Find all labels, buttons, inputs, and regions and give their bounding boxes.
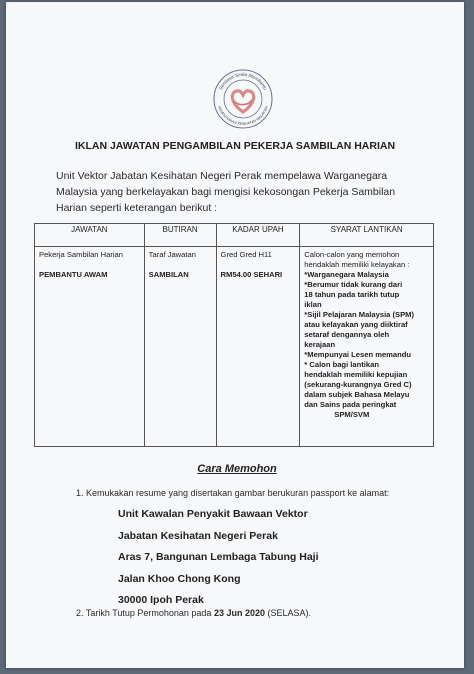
closing-date-suffix: (SELASA).	[264, 608, 311, 618]
closing-date-prefix: 2. Tarikh Tutup Permohonan pada	[76, 608, 214, 618]
jawatan-type: Pekerja Sambilan Harian	[39, 250, 123, 259]
syarat-line: * Calon bagi lantikan	[304, 360, 379, 369]
header-syarat-lantikan: SYARAT LANTIKAN	[300, 224, 434, 247]
address-line: Aras 7, Bangunan Lembaga Tabung Haji	[118, 551, 319, 563]
syarat-line: *Berumur tidak kurang dari	[304, 280, 403, 289]
intro-line: Harian seperti keterangan berikut :	[56, 202, 218, 214]
address-block	[118, 504, 319, 612]
syarat-line: SPM/SVM	[334, 410, 370, 419]
job-table	[34, 223, 434, 447]
syarat-line: *Warganegara Malaysia	[304, 270, 389, 279]
table-row	[35, 247, 434, 447]
address-line: Jabatan Kesihatan Negeri Perak	[118, 529, 278, 542]
header-kadar-upah: KADAR UPAH	[216, 224, 300, 247]
syarat-line: Calon-calon yang memohon	[304, 250, 400, 259]
table-header-row	[35, 224, 434, 247]
svg-text:Sentiasa Sedia Membantu	[218, 72, 268, 91]
syarat-line: 18 tahun pada tarikh tutup	[304, 290, 400, 299]
intro-line: Malaysia yang berkelayakan bagi mengisi kekosongan Pekerja Sambilan	[56, 186, 396, 198]
kadar-rate: RM54.00 SEHARI	[220, 270, 283, 279]
ministry-logo-icon	[212, 68, 274, 130]
syarat-line: atau kelayakan yang diiktiraf	[304, 320, 408, 329]
syarat-line: (sekurang-kurangnya Gred C)	[304, 380, 412, 389]
cell-butiran	[144, 247, 216, 447]
cell-kadar-upah	[216, 247, 300, 447]
logo-top-text: Sentiasa Sedia Membantu	[218, 71, 268, 91]
header-jawatan: JAWATAN	[35, 224, 145, 247]
syarat-line: *Mempunyai Lesen memandu	[304, 350, 412, 359]
address-line: Jalan Khoo Chong Kong	[118, 572, 241, 585]
intro-line: Unit Vektor Jabatan Kesihatan Negeri Perak mempelawa Warganegara	[56, 170, 388, 182]
butiran-value: SAMBILAN	[148, 270, 189, 279]
syarat-line: iklan	[304, 300, 322, 309]
cell-syarat-lantikan	[300, 247, 434, 447]
syarat-line: dalam subjek Bahasa Melayu	[304, 390, 410, 399]
intro-paragraph	[56, 168, 436, 216]
apply-step-1: 1. Kemukakan resume yang disertakan gambar berukuran passport ke alamat:	[76, 488, 390, 498]
cara-memohon-heading: Cara Memohon	[197, 463, 277, 475]
svg-text:KEMENTERIAN KESIHATAN MALAYSIA	[217, 105, 269, 126]
syarat-line: hendaklah memiliki kepujian	[304, 370, 408, 379]
butiran-label: Taraf Jawatan	[148, 250, 196, 259]
syarat-line: *Sijil Pelajaran Malaysia (SPM)	[304, 310, 415, 319]
cell-jawatan	[35, 247, 145, 447]
apply-step-2	[76, 608, 311, 618]
page-title: IKLAN JAWATAN PENGAMBILAN PEKERJA SAMBILAN HARIAN	[74, 140, 396, 152]
address-line: Unit Kawalan Penyakit Bawaan Vektor	[118, 508, 308, 520]
closing-date: 23 Jun 2020	[213, 608, 265, 618]
logo-bottom-text: KEMENTERIAN KESIHATAN MALAYSIA	[217, 105, 269, 127]
syarat-line: dan Sains pada peringkat	[304, 400, 397, 409]
kadar-gred: Gred Gred H11	[220, 250, 272, 259]
syarat-line: hendaklah memiliki kelayakan :	[304, 260, 410, 269]
jawatan-name: PEMBANTU AWAM	[39, 270, 108, 279]
header-butiran: BUTIRAN	[144, 224, 216, 247]
syarat-line: kerajaan	[304, 340, 336, 349]
syarat-line: setaraf dengannya oleh	[304, 330, 390, 339]
address-line: 30000 Ipoh Perak	[118, 594, 204, 606]
